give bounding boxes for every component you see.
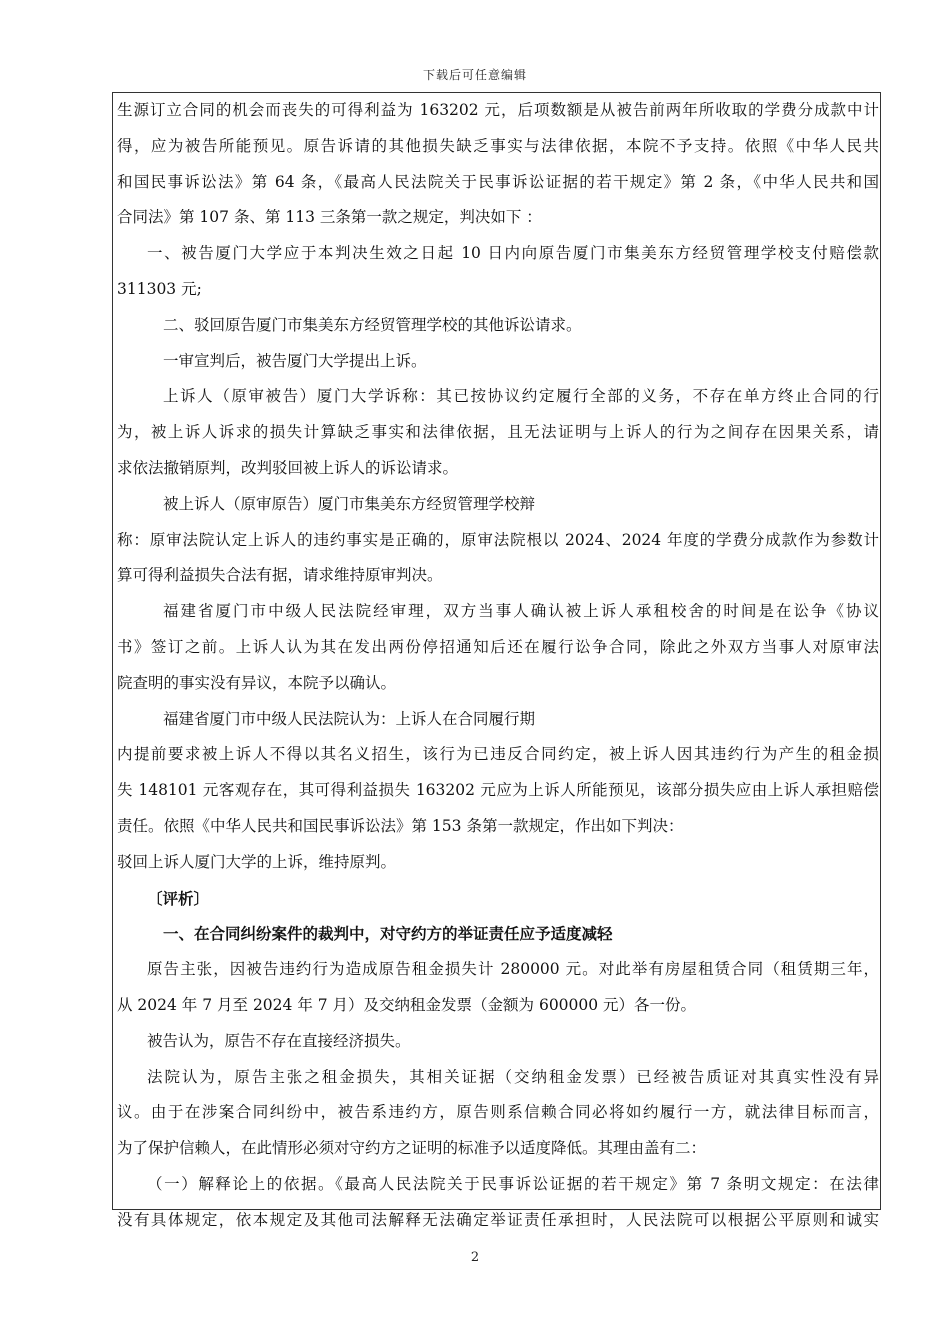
text-line: 从 2024 年 7 月至 2024 年 7 月）及交纳租金发票（金额为 600000 元）各一份。: [117, 995, 697, 1014]
text-line: 311303 元;: [117, 279, 202, 298]
text-line: 合同法》第 107 条、第 113 三条第一款之规定，判决如下 ：: [117, 208, 542, 227]
text-line: 失 148101 元客观存在，其可得利益损失 163202 元应为上诉人所能预见，该部分损失应由上诉人承担赔偿: [117, 781, 879, 800]
text-line: 得，应为被告所能预见。原告诉请的其他损失缺乏事实与法律依据，本院不予支持。依照《中华人民共: [117, 136, 879, 155]
text-line: 求依法撤销原判，改判驳回被上诉人的诉讼请求。: [117, 458, 459, 477]
text-line: 上诉人（原审被告）厦门大学诉称：其已按协议约定履行全部的义务，不存在单方终止合同的行: [163, 387, 879, 406]
text-line: 被上诉人（原审原告）厦门市集美东方经贸管理学校辩: [163, 494, 536, 513]
document-frame: [112, 92, 881, 1229]
document-body: [117, 93, 879, 1239]
text-line: 福建省厦门市中级人民法院认为：上诉人在合同履行期: [163, 709, 536, 728]
text-line: 议。由于在涉案合同纠纷中，被告系违约方，原告则系信赖合同必将如约履行一方，就法律目标而言，: [117, 1103, 879, 1122]
text-line: 法院认为，原告主张之租金损失，其相关证据（交纳租金发票）已经被告质证对其真实性没有异: [147, 1067, 879, 1086]
text-line: 二、驳回原告厦门市集美东方经贸管理学校的其他诉讼请求。: [163, 315, 582, 334]
text-line: 一、被告厦门大学应于本判决生效之日起 10 日内向原告厦门市集美东方经贸管理学校支付赔偿款: [147, 244, 879, 263]
text-line: 生源订立合同的机会而丧失的可得利益为 163202 元，后项数额是从被告前两年所收取的学费分成款中计: [117, 101, 879, 119]
text-line: 被告认为，原告不存在直接经济损失。: [147, 1031, 411, 1050]
text-line: 责任。依照《中华人民共和国民事诉讼法》第 153 条第一款规定，作出如下判决：: [117, 816, 684, 835]
text-line: 一审宣判后，被告厦门大学提出上诉。: [163, 351, 427, 370]
text-line: 一、在合同纠纷案件的裁判中，对守约方的举证责任应予适度减轻: [163, 924, 613, 944]
text-line: 原告主张，因被告违约行为造成原告租金损失计 280000 元。对此举有房屋租赁合同（租赁期三年，: [147, 960, 879, 979]
text-line: 驳回上诉人厦门大学的上诉，维持原判。: [117, 852, 397, 871]
text-line: 福建省厦门市中级人民法院经审理，双方当事人确认被上诉人承租校舍的时间是在讼争《协议: [163, 602, 879, 621]
text-line: 为，被上诉人诉求的损失计算缺乏事实和法律依据，且无法证明与上诉人的行为之间存在因果关系，请: [117, 423, 879, 442]
text-line: 算可得利益损失合法有据，请求维持原审判决。: [117, 566, 443, 585]
page-number: 2: [470, 1250, 480, 1265]
text-line: 书》签订之前。上诉人认为其在发出两份停招通知后还在履行讼争合同，除此之外双方当事人对原审法: [117, 637, 879, 656]
text-line: 为了保护信赖人，在此情形必须对守约方之证明的标准予以适度降低。其理由盖有二：: [117, 1139, 707, 1158]
text-line: （一）解释论上的依据。《最高人民法院关于民事诉讼证据的若干规定》第 7 条明文规定：在法律: [147, 1174, 880, 1193]
text-line: 内提前要求被上诉人不得以其名义招生，该行为已违反合同约定，被上诉人因其违约行为产生的租金损: [117, 745, 879, 764]
text-line: 〔评析〕: [147, 888, 210, 908]
text-line: 没有具体规定，依本规定及其他司法解释无法确定举证责任承担时，人民法院可以根据公平原则和诚实: [117, 1210, 879, 1229]
text-line: 和国民事诉讼法》第 64 条，《最高人民法院关于民事诉讼证据的若干规定》第 2 条，《中华人民共和国: [117, 172, 879, 191]
text-line: 院查明的事实没有异议，本院予以确认。: [117, 673, 397, 692]
text-line: 称：原审法院认定上诉人的违约事实是正确的，原审法院根以 2024、2024 年度的学费分成款作为参数计: [117, 530, 879, 549]
header-note: 下载后可任意编辑: [422, 68, 527, 82]
